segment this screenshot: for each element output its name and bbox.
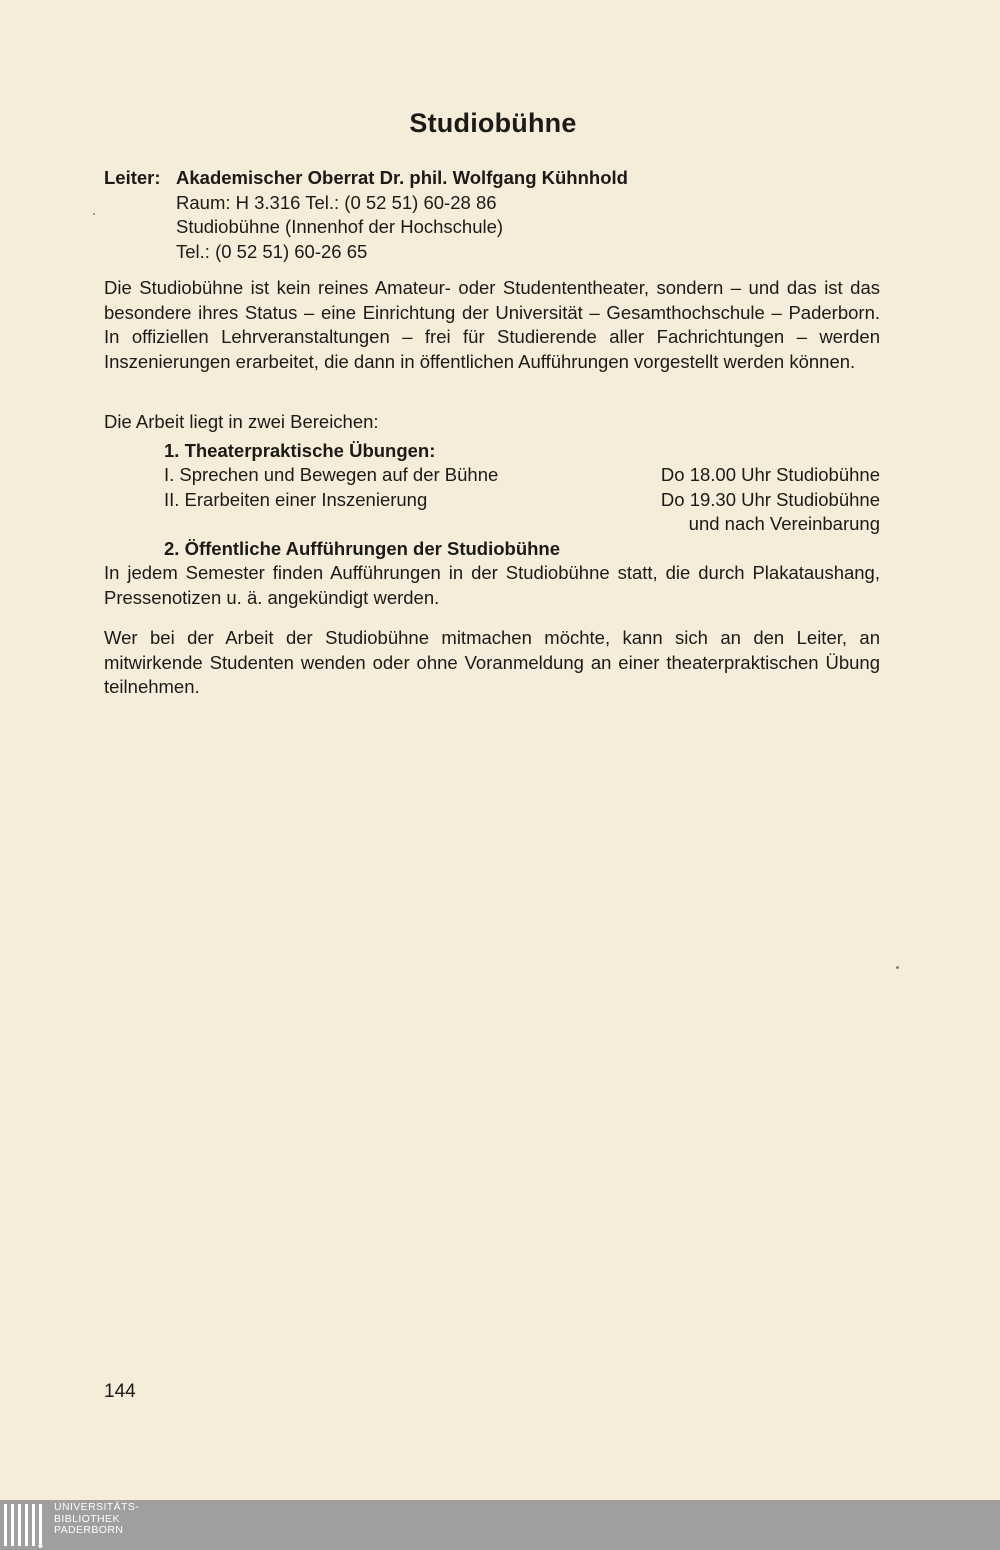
library-footer bbox=[0, 1500, 1000, 1550]
page-number: 144 bbox=[104, 1381, 136, 1402]
leiter-row bbox=[104, 166, 880, 191]
leiter-block bbox=[104, 166, 880, 264]
scan-speck bbox=[896, 966, 899, 969]
closing-paragraph: Wer bei der Arbeit der Studiobühne mitmachen möchte, kann sich an den Leiter, an mitwirkende Studenten wenden oder ohne Voranmeldung an einer theaterpraktischen Übung teilnehmen. bbox=[104, 627, 880, 697]
library-logo-line: UNIVERSITÄTS- bbox=[54, 1501, 140, 1513]
library-logo-text bbox=[54, 1502, 139, 1537]
section-2-heading: 2. Öffentliche Aufführungen der Studiobühne bbox=[164, 537, 561, 559]
intro-paragraph: Die Studiobühne ist kein reines Amateur- oder Studententheater, sondern – und das ist das besondere ihres Status – eine Einrichtung der Universität – Gesamthochschule – Paderborn. In offiziellen Lehrveranstaltungen – frei für Studierende aller Fachrichtungen – werden Inszenierungen erarbeitet, die dann in öffentlichen Aufführungen vorgestellt werden können. bbox=[104, 277, 880, 372]
leiter-name: Akademischer Oberrat Dr. phil. Wolfgang Kühnhold bbox=[176, 167, 628, 188]
course-row bbox=[104, 463, 880, 488]
contact-location: Studiobühne (Innenhof der Hochschule) bbox=[176, 216, 504, 237]
page-title: Studiobühne bbox=[409, 108, 577, 138]
course-name: I. Sprechen und Bewegen auf der Bühne bbox=[164, 464, 499, 485]
section-1-heading: 1. Theaterpraktische Übungen: bbox=[164, 439, 436, 461]
contact-phone: Tel.: (0 52 51) 60-26 65 bbox=[176, 240, 368, 262]
library-logo-line: BIBLIOTHEK bbox=[54, 1512, 120, 1525]
bereiche-intro: Die Arbeit liegt in zwei Bereichen: bbox=[104, 411, 379, 432]
scan-speck bbox=[93, 213, 95, 215]
section-2-text: In jedem Semester finden Aufführungen in der Studiobühne statt, die durch Plakataushang, Pressenotizen u. ä. angekündigt werden. bbox=[104, 562, 880, 608]
course-time: Do 18.00 Uhr Studiobühne bbox=[660, 464, 880, 485]
leiter-label: Leiter: bbox=[104, 167, 161, 188]
library-logo-icon bbox=[4, 1502, 44, 1548]
course-time: Do 19.30 Uhr Studiobühne bbox=[660, 488, 880, 510]
course-row bbox=[104, 488, 880, 513]
course-name: II. Erarbeiten einer Inszenierung bbox=[164, 488, 428, 510]
library-logo-line: PADERBORN bbox=[54, 1524, 124, 1536]
course-note: und nach Vereinbarung bbox=[688, 513, 880, 534]
bereiche-block bbox=[104, 410, 880, 610]
contact-room-phone: Raum: H 3.316 Tel.: (0 52 51) 60-28 86 bbox=[176, 191, 497, 213]
